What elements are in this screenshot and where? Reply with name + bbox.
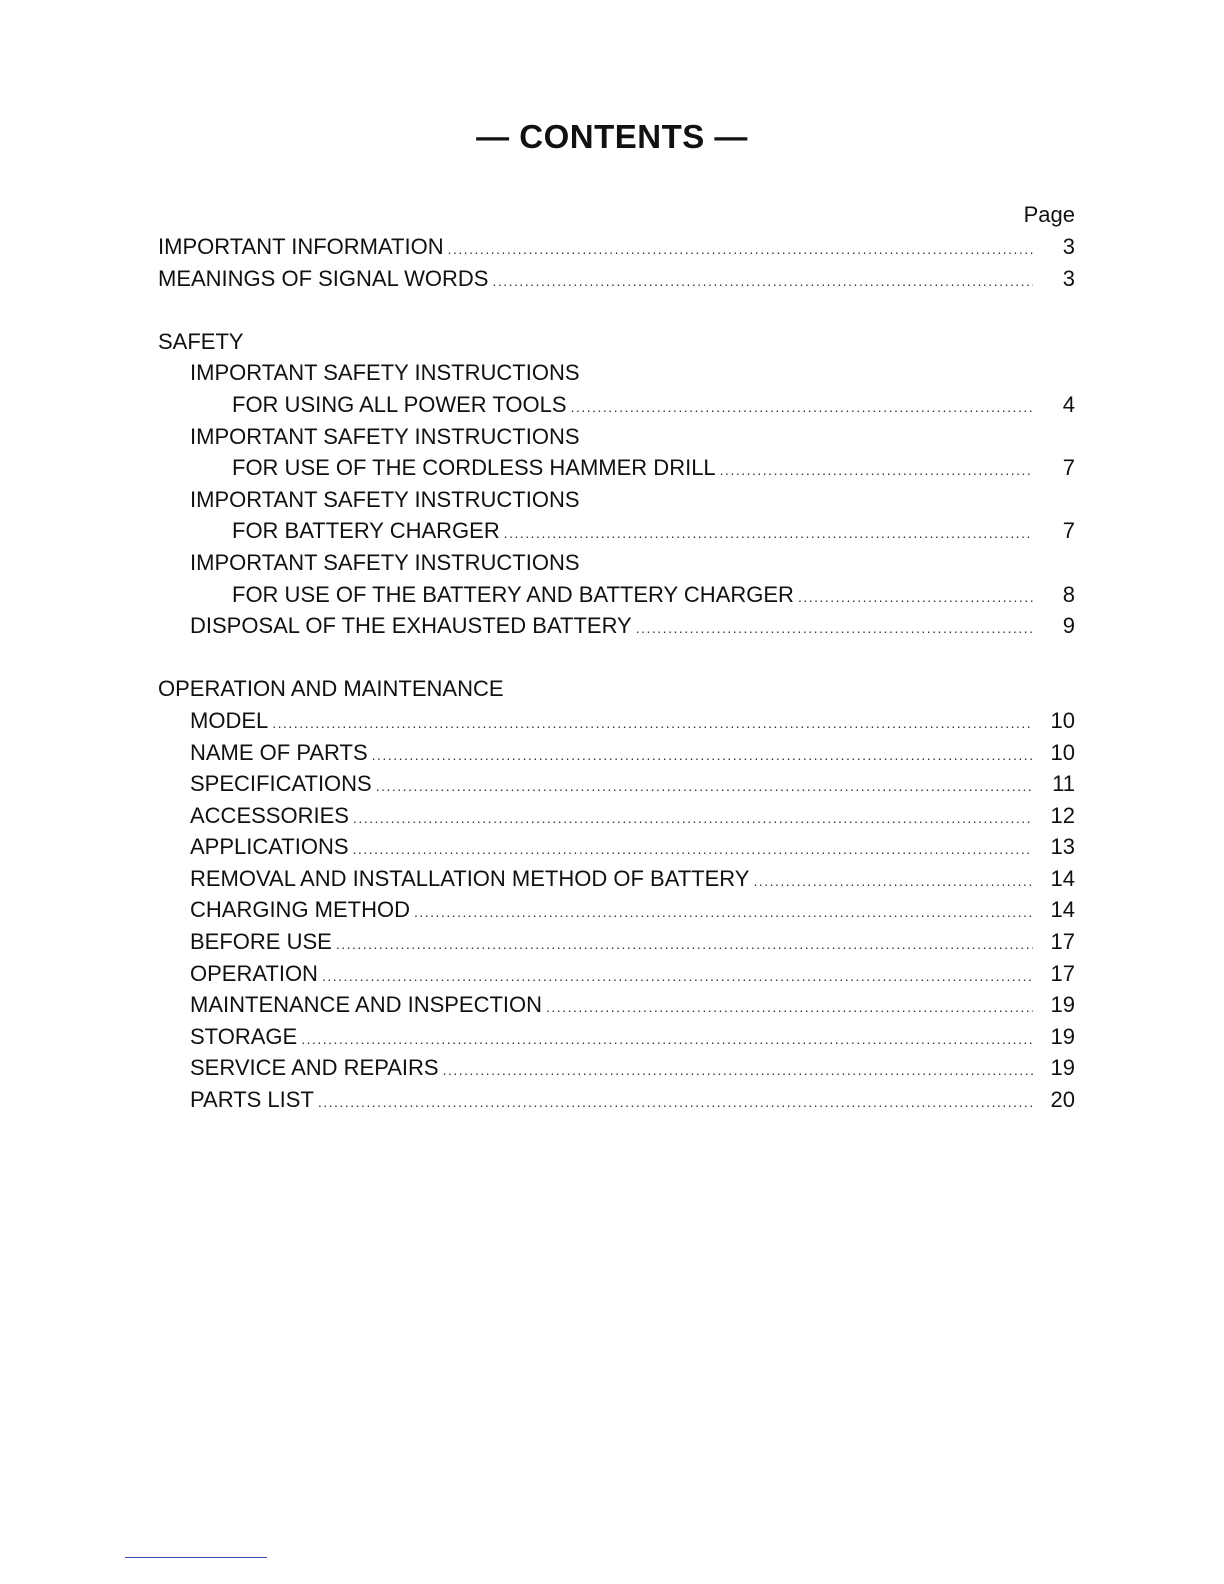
toc-entry [158, 800, 1075, 832]
dot-leader [301, 1024, 1033, 1056]
toc-entry-page: 14 [1050, 897, 1075, 923]
toc-entry-label: IMPORTANT SAFETY INSTRUCTIONS [190, 549, 580, 575]
toc-entry [158, 989, 1075, 1021]
toc-entry-label: APPLICATIONS [190, 834, 349, 860]
dot-leader [798, 582, 1033, 614]
dot-leader [353, 834, 1033, 866]
toc-entry [158, 263, 1075, 295]
dot-leader [571, 392, 1033, 424]
toc-entry-label: FOR USE OF THE BATTERY AND BATTERY CHARGER [232, 581, 794, 607]
toc-subheading [158, 547, 1075, 579]
toc-entry-label: MODEL [190, 707, 269, 733]
footer-rule [125, 1557, 267, 1558]
toc-entry-page: 14 [1050, 865, 1075, 891]
toc-entry [158, 926, 1075, 958]
dot-leader [443, 1055, 1033, 1087]
toc-entry-label: SAFETY [158, 328, 244, 354]
toc-entry-label: BEFORE USE [190, 929, 332, 955]
toc-entry [158, 894, 1075, 926]
toc-entry [158, 831, 1075, 863]
dot-leader [546, 992, 1033, 1024]
toc-entry-label: STORAGE [190, 1023, 298, 1049]
table-of-contents [158, 231, 1075, 1116]
dot-leader [720, 455, 1033, 487]
toc-entry [158, 231, 1075, 263]
page-column-header: Page [1023, 202, 1075, 227]
toc-entry [158, 1021, 1075, 1053]
toc-entry [158, 579, 1075, 611]
toc-entry-page: 9 [1062, 613, 1075, 639]
toc-entry-label: FOR USE OF THE CORDLESS HAMMER DRILL [232, 455, 716, 481]
toc-entry-label: SERVICE AND REPAIRS [190, 1055, 439, 1081]
dot-leader [448, 234, 1033, 266]
toc-entry-label: DISPOSAL OF THE EXHAUSTED BATTERY [190, 613, 632, 639]
dot-leader [318, 1087, 1033, 1119]
toc-entry-label: IMPORTANT INFORMATION [158, 234, 444, 259]
toc-entry-label: IMPORTANT SAFETY INSTRUCTIONS [190, 360, 580, 386]
toc-entry-page: 7 [1062, 455, 1075, 481]
toc-section-heading [158, 326, 1075, 358]
dot-leader [272, 708, 1033, 740]
page-title: — CONTENTS — [476, 118, 748, 155]
toc-entry-page: 13 [1050, 834, 1075, 860]
toc-entry [158, 1084, 1075, 1116]
toc-entry-label: CHARGING METHOD [190, 897, 410, 923]
toc-entry-label: PARTS LIST [190, 1087, 314, 1113]
toc-entry-label: IMPORTANT SAFETY INSTRUCTIONS [190, 423, 580, 449]
toc-entry [158, 958, 1075, 990]
toc-entry-page: 17 [1050, 929, 1075, 955]
toc-entry-page: 17 [1050, 960, 1075, 986]
toc-subheading [158, 484, 1075, 516]
toc-entry [158, 515, 1075, 547]
toc-entry [158, 452, 1075, 484]
toc-section-heading [158, 673, 1075, 705]
toc-entry [158, 610, 1075, 642]
dot-leader [753, 866, 1033, 898]
toc-entry-page: 8 [1062, 581, 1075, 607]
toc-entry-page: 3 [1062, 265, 1075, 291]
toc-entry-page: 4 [1062, 391, 1075, 417]
toc-entry-label: ACCESSORIES [190, 802, 349, 828]
toc-entry-page: 19 [1050, 992, 1075, 1018]
toc-entry [158, 705, 1075, 737]
toc-entry-page: 12 [1050, 802, 1075, 828]
toc-entry-label: FOR USING ALL POWER TOOLS [232, 391, 567, 417]
dot-leader [636, 613, 1033, 645]
toc-entry [158, 863, 1075, 895]
toc-entry-page: 11 [1052, 771, 1075, 797]
toc-entry-label: MEANINGS OF SIGNAL WORDS [158, 265, 489, 291]
toc-entry [158, 389, 1075, 421]
toc-entry [158, 737, 1075, 769]
toc-entry-label: MAINTENANCE AND INSPECTION [190, 992, 543, 1018]
dot-leader [372, 740, 1033, 772]
toc-entry [158, 768, 1075, 800]
toc-entry-label: SPECIFICATIONS [190, 771, 372, 797]
dot-leader [353, 803, 1033, 835]
dot-leader [322, 961, 1033, 993]
toc-entry-label: FOR BATTERY CHARGER [232, 518, 500, 544]
toc-entry-label: OPERATION [190, 960, 318, 986]
toc-entry-label: IMPORTANT SAFETY INSTRUCTIONS [190, 486, 580, 512]
toc-subheading [158, 357, 1075, 389]
toc-subheading [158, 421, 1075, 453]
dot-leader [504, 518, 1033, 550]
dot-leader [414, 897, 1033, 929]
toc-entry-label: REMOVAL AND INSTALLATION METHOD OF BATTERY [190, 865, 750, 891]
toc-entry-page: 10 [1050, 739, 1075, 765]
toc-entry-page: 10 [1050, 707, 1075, 733]
dot-leader [336, 929, 1033, 961]
toc-entry-label: NAME OF PARTS [190, 739, 368, 765]
toc-entry-page: 20 [1050, 1087, 1075, 1113]
dot-leader [492, 266, 1033, 298]
toc-entry [158, 1052, 1075, 1084]
toc-entry-page: 3 [1062, 234, 1075, 259]
toc-entry-page: 19 [1050, 1055, 1075, 1081]
toc-entry-label: OPERATION AND MAINTENANCE [158, 676, 504, 702]
dot-leader [376, 771, 1033, 803]
toc-entry-page: 19 [1050, 1023, 1075, 1049]
toc-entry-page: 7 [1062, 518, 1075, 544]
